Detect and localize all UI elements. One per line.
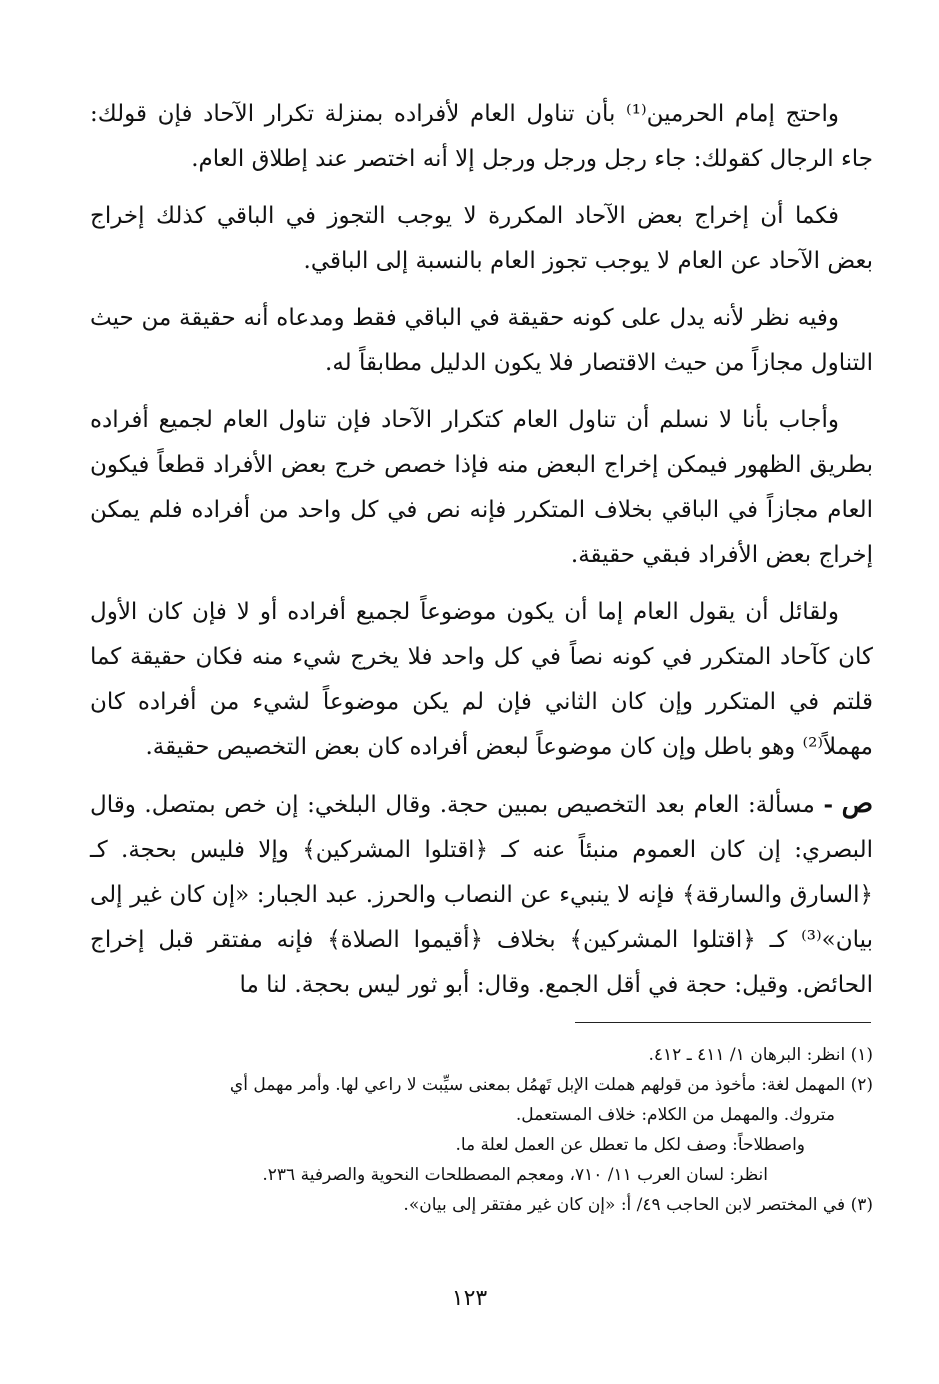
footnote-1: (١) انظر: البرهان ١/ ٤١١ ـ ٤١٢. [648, 1045, 873, 1065]
paragraph-2: فكما أن إخراج بعض الآحاد المكررة لا يوجب التجوز في الباقي كذلك إخراج بعض الآحاد عن العام لا يوجب تجوز العام بالنسبة إلى الباقي. [90, 203, 873, 274]
paragraph-3: وفيه نظر لأنه يدل على كونه حقيقة في الباقي فقط ومدعاه أنه حقيقة من حيث التناول مجازاً من حيث الاقتصار فلا يكون الدليل مطابقاً له. [90, 305, 873, 376]
page-number: ١٢٣ [451, 1286, 488, 1311]
footnote-2: (٢) المهمل لغة: مأخوذ من قولهم هملت الإبل تَهمُل بمعنى سيِّبت لا راعي لها. وأمر مهمل أي [229, 1075, 873, 1095]
paragraph-4: وأجاب بأنا لا نسلم أن تناول العام كتكرار الآحاد فإن تناول العام لجميع أفراده بطريق الظهور فيمكن إخراج البعض منه فإذا خصص خرج بعض الأفراد قطعاً فيكون العام مجازاً في الباقي بخلاف المتكرر فإنه نص في كل واحد من أفراده فلم يمكن إخراج بعض الأفراد فبقي حقيقة. [90, 407, 873, 568]
footnote-3: (٣) في المختصر لابن الحاجب ٤٩/ أ: «إن كان غير مفتقر إلى بيان». [403, 1195, 873, 1215]
footnote-2-reference: انظر: لسان العرب ١١/ ٧١٠، ومعجم المصطلحات النحوية والصرفية ٢٣٦. [262, 1165, 768, 1185]
footnote-2-definition: واصطلاحاً: وصف لكل ما تعطل عن العمل لعلة ما. [455, 1135, 805, 1155]
footnote-2-continuation: متروك. والمهمل من الكلام: خلاف المستعمل. [515, 1105, 835, 1125]
paragraph-6-text: مسألة: العام بعد التخصيص بمبين حجة. وقال البلخي: إن خص بمتصل. وقال البصري: إن كان العموم منبئاً عنه كـ ﴿اقتلوا المشركين﴾ وإلا فليس بحجة. كـ ﴿السارق والسارقة﴾ فإنه لا ينبيء عن النصاب والحرز. عبد الجبار: «إن كان غير إلى بيان»⁽³⁾ كـ ﴿اقتلوا المشركين﴾ بخلاف ﴿أقيموا الصلاة﴾ فإنه مفتقر قبل إخراج الحائض. وقيل: حجة في أقل الجمع. وقال: أبو ثور ليس بحجة. لنا ما [90, 792, 873, 998]
main-text [90, 92, 873, 1020]
sad-mark: ص [841, 789, 874, 819]
sad-dash: - [823, 791, 833, 818]
paragraph-6 [90, 782, 873, 1008]
footnotes [90, 1040, 873, 1220]
paragraph-5: ولقائل أن يقول العام إما أن يكون موضوعاً لجميع أفراده أو لا فإن كان الأول كان كآحاد المتكرر في كونه نصاً في كل واحد فلا يخرج شيء منه فكان حقيقة كما قلتم في المتكرر وإن كان الثاني فإن لم يكن موضوعاً لشيء من أفراده كان مهملاً⁽²⁾ وهو باطل وإن كان موضوعاً لبعض أفراده كان بعض التخصيص حقيقة. [90, 599, 873, 760]
paragraph-1: واحتج إمام الحرمين⁽¹⁾ بأن تناول العام لأفراده بمنزلة تكرار الآحاد فإن قولك: جاء الرجال كقولك: جاء رجل ورجل ورجل إلا أنه اختصر عند إطلاق العام. [90, 101, 873, 172]
footnote-separator [575, 1022, 871, 1023]
